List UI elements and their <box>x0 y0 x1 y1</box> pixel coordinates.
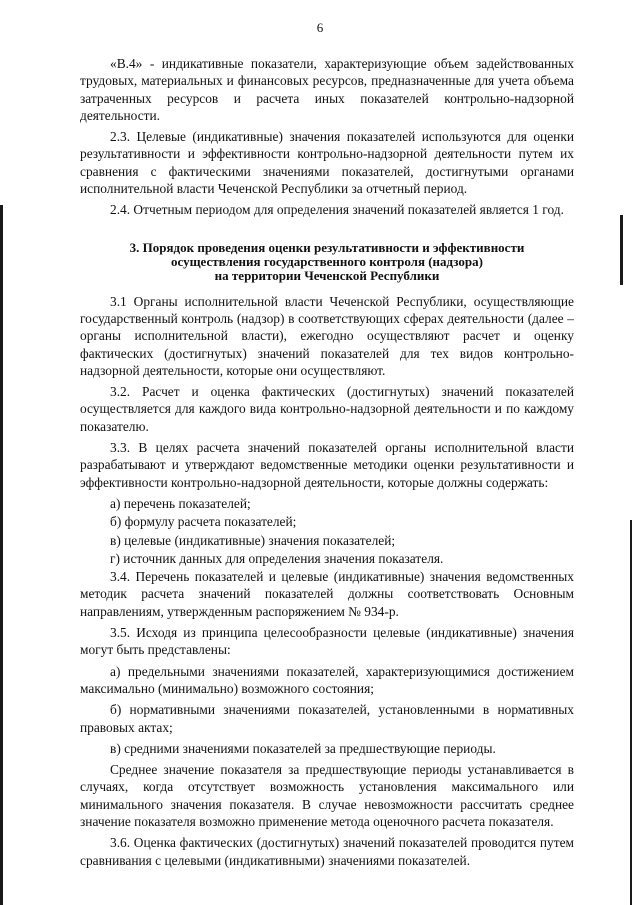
section-heading-line2: осуществления государственного контроля (надзора) <box>170 253 483 269</box>
list-item: а) предельными значениями показателей, характеризующимися достижением максимально (минимально) возможного состояния; <box>80 663 574 696</box>
scan-edge-left <box>0 205 3 905</box>
section-heading-line1: 3. Порядок проведения оценки результативности и эффективности <box>129 239 525 255</box>
list-item: в) целевые (индикативные) значения показателей; <box>110 532 396 548</box>
scan-edge-right <box>620 215 623 285</box>
paragraph-3-1: 3.1 Органы исполнительной власти Чеченской Республики, осуществляющие государственный контроль (надзор) в соответствующих сферах деятельности (далее – органы исполнительной власти), ежегодно осуществляют расчет и оценку фактических (достигнутых) значений показателей для тех видов контрольно-надзорной деятельности, которые они осуществляют. <box>80 293 574 378</box>
paragraph-3-6: 3.6. Оценка фактических (достигнутых) значений показателей проводится путем сравнивания с целевыми (индикативными) значениями показателей. <box>80 835 574 868</box>
page-number: 6 <box>316 20 324 35</box>
scan-edge-right-lower <box>630 520 632 905</box>
section-heading <box>80 241 574 283</box>
paragraph-3-2: 3.2. Расчет и оценка фактических (достигнутых) значений показателей осуществляется для каждого вида контрольно-надзорной деятельности и по каждому показателю. <box>80 384 574 434</box>
paragraph-3-3: 3.3. В целях расчета значений показателей органы исполнительной власти разрабатывают и утверждают ведомственные методики оценки результативности и эффективности контрольно-надзорной деятельности, которые должны содержать: <box>80 440 574 490</box>
list-item: г) источник данных для определения значения показателя. <box>110 550 444 566</box>
paragraph-b4: «В.4» - индикативные показатели, характеризующие объем задействованных трудовых, материальных и финансовых ресурсов, предназначенные для учета объема затраченных ресурсов и расчета иных показателей контрольно-надзорной деятельности. <box>80 56 574 123</box>
section-heading-line3: на территории Чеченской Республики <box>214 267 440 283</box>
paragraph-3-5: 3.5. Исходя из принципа целесообразности целевые (индикативные) значения могут быть представлены: <box>80 625 574 658</box>
list-item: б) нормативными значениями показателей, установленными в нормативных правовых актах; <box>80 702 574 735</box>
paragraph-average: Среднее значение показателя за предшествующие периоды устанавливается в случаях, когда отсутствует возможность установления максимального или минимального значения показателя. В случае невозможности рассчитать среднее значение показателя возможно применение метода оценочного расчета показателя. <box>80 762 574 829</box>
paragraph-2-3: 2.3. Целевые (индикативные) значения показателей используются для оценки результативности и эффективности контрольно-надзорной деятельности путем их сравнения с фактическими значениями показателей, достигнутыми органами исполнительной власти Чеченской Республики за отчетный период. <box>80 129 574 197</box>
list-item: а) перечень показателей; <box>110 495 251 511</box>
list-item: в) средними значениями показателей за предшествующие периоды. <box>110 740 496 756</box>
document-body <box>80 55 574 873</box>
paragraph-3-4: 3.4. Перечень показателей и целевые (индикативные) значения ведомственных методик расчета значений показателей должны соответствовать Основным направлениям, утвержденным распоряжением № 934-р. <box>80 569 574 619</box>
paragraph-2-4: 2.4. Отчетным периодом для определения значений показателей является 1 год. <box>110 202 564 218</box>
list-item: б) формулу расчета показателей; <box>110 514 297 530</box>
